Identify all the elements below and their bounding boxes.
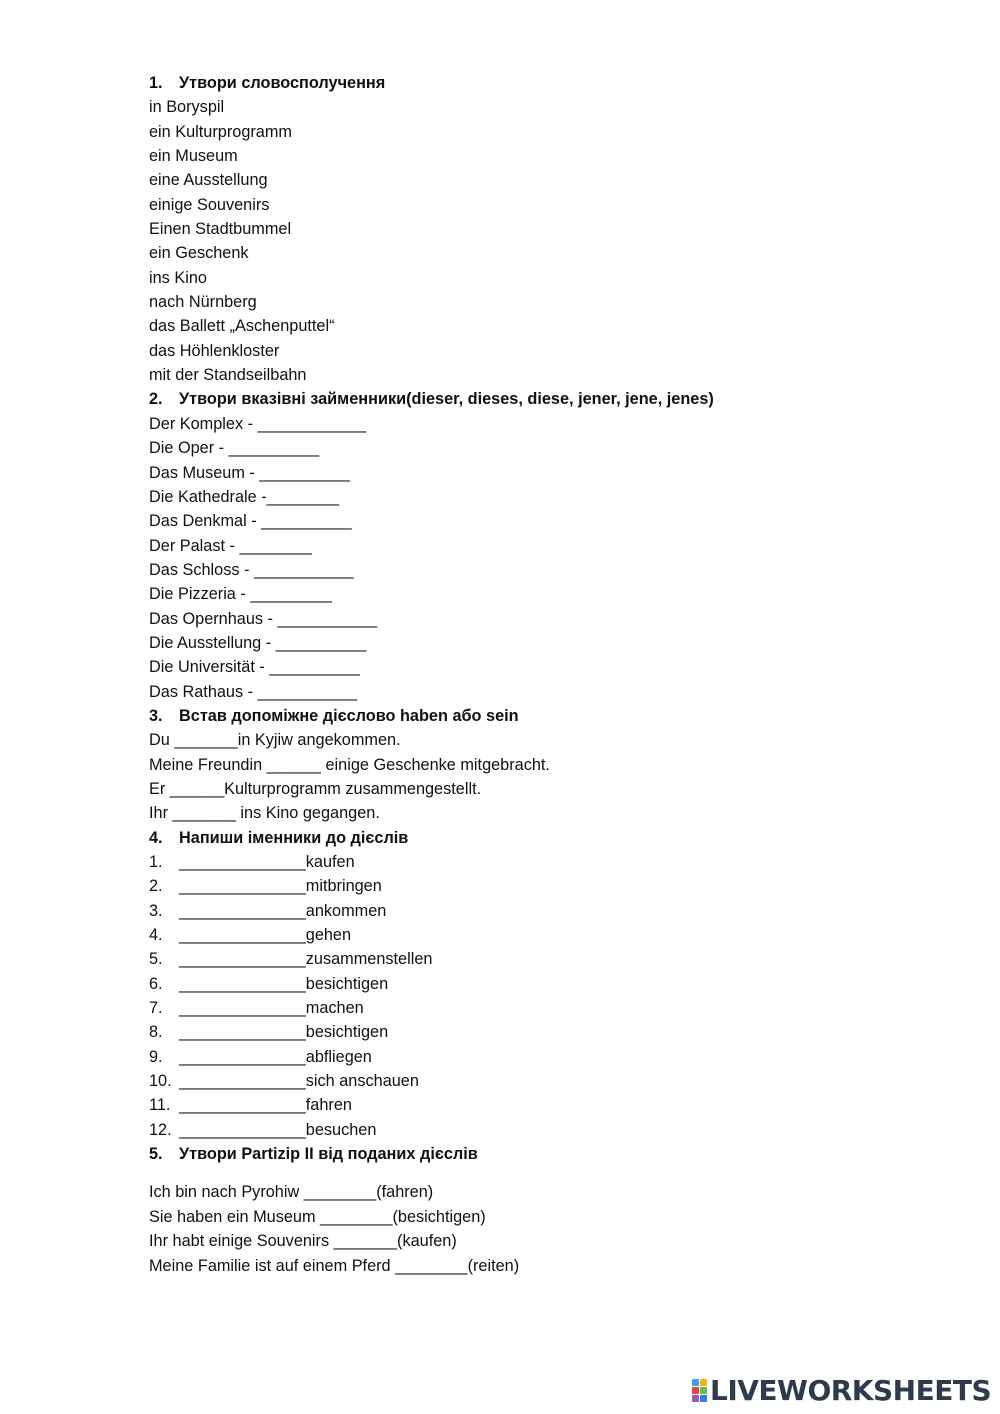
section-1-title: Утвори словосполучення <box>179 74 386 92</box>
logo-mark-icon <box>692 1379 707 1402</box>
fill-in-item[interactable]: Das Schloss - ___________ <box>149 560 354 579</box>
logo-square <box>700 1395 707 1402</box>
numbered-item[interactable] <box>149 1093 909 1117</box>
item-number: 3. <box>149 901 163 920</box>
fill-in-item[interactable]: Sie haben ein Museum ________(besichtigen) <box>149 1207 486 1226</box>
numbered-item[interactable] <box>149 1069 909 1093</box>
fill-in-item[interactable]: Die Kathedrale -________ <box>149 487 340 506</box>
numbered-item[interactable] <box>149 874 909 898</box>
item-text: ______________zusammenstellen <box>179 950 433 969</box>
item-text: ______________besichtigen <box>179 974 389 993</box>
section-1-heading <box>149 71 909 95</box>
list-item: ins Kino <box>149 268 207 287</box>
item-number: 8. <box>149 1023 163 1042</box>
logo-square <box>692 1387 699 1394</box>
section-5-number: 5. <box>149 1145 163 1164</box>
numbered-item[interactable] <box>149 1020 909 1044</box>
section-5-title: Утвори Partizip II від поданих дієслів <box>179 1145 478 1164</box>
fill-in-item[interactable]: Der Komplex - ____________ <box>149 414 367 433</box>
section-3-number: 3. <box>149 706 163 725</box>
numbered-item[interactable] <box>149 996 909 1020</box>
fill-in-item[interactable]: Ihr _______ ins Kino gegangen. <box>149 804 380 823</box>
fill-in-item[interactable]: Ihr habt einige Souvenirs _______(kaufen) <box>149 1232 457 1251</box>
item-text: ______________besuchen <box>179 1120 377 1139</box>
list-item: ein Museum <box>149 147 238 166</box>
item-text: ______________kaufen <box>179 853 355 871</box>
section-1-number: 1. <box>149 74 163 92</box>
fill-in-item[interactable]: Das Museum - __________ <box>149 463 350 482</box>
logo-text: LIVEWORKSHEETS <box>710 1373 992 1407</box>
list-item: ein Geschenk <box>149 244 249 263</box>
item-number: 5. <box>149 950 163 969</box>
item-number: 9. <box>149 1047 163 1066</box>
fill-in-item[interactable]: Die Pizzeria - _________ <box>149 585 332 604</box>
list-item: das Höhlenkloster <box>149 341 280 360</box>
fill-in-item[interactable]: Die Ausstellung - __________ <box>149 633 367 652</box>
fill-in-item[interactable]: Das Denkmal - __________ <box>149 512 352 531</box>
logo-square <box>692 1379 699 1386</box>
fill-in-item[interactable]: Du _______in Kyjiw angekommen. <box>149 731 401 750</box>
list-item: in Boryspil <box>149 98 225 117</box>
liveworksheets-logo[interactable] <box>692 1374 991 1406</box>
item-text: ______________sich anschauen <box>179 1072 419 1091</box>
section-2-heading <box>149 387 909 411</box>
item-text: ______________ankommen <box>179 901 387 920</box>
section-2-number: 2. <box>149 390 163 409</box>
fill-in-item[interactable]: Ich bin nach Pyrohiw ________(fahren) <box>149 1183 434 1202</box>
numbered-item[interactable] <box>149 1045 909 1069</box>
item-text: ______________mitbringen <box>179 877 382 896</box>
list-item: das Ballett „Aschenputtel“ <box>149 317 335 336</box>
numbered-item[interactable] <box>149 947 909 971</box>
section-2-title: Утвори вказівні займенники(dieser, dieses, diese, jener, jene, jenes) <box>179 390 714 409</box>
item-number: 12. <box>149 1120 172 1139</box>
fill-in-item[interactable]: Meine Familie ist auf einem Pferd ________(reiten) <box>149 1256 520 1275</box>
spacer <box>149 1166 909 1180</box>
fill-in-item[interactable]: Der Palast - ________ <box>149 536 312 555</box>
fill-in-item[interactable]: Die Oper - __________ <box>149 439 320 458</box>
item-number: 4. <box>149 926 163 945</box>
item-number: 6. <box>149 974 163 993</box>
item-text: ______________gehen <box>179 926 352 945</box>
item-text: ______________besichtigen <box>179 1023 389 1042</box>
list-item: eine Ausstellung <box>149 171 268 190</box>
item-number: 10. <box>149 1072 172 1091</box>
numbered-item[interactable] <box>149 850 909 874</box>
section-4-heading <box>149 826 909 850</box>
item-number: 1. <box>149 853 163 871</box>
list-item: ein Kulturprogramm <box>149 122 292 141</box>
fill-in-item[interactable]: Die Universität - __________ <box>149 658 360 677</box>
fill-in-item[interactable]: Das Rathaus - ___________ <box>149 682 358 701</box>
numbered-item[interactable] <box>149 899 909 923</box>
list-item: einige Souvenirs <box>149 195 270 214</box>
logo-square <box>700 1387 707 1394</box>
item-text: ______________fahren <box>179 1096 352 1115</box>
item-text: ______________abfliegen <box>179 1047 372 1066</box>
item-text: ______________machen <box>179 999 364 1018</box>
section-4-number: 4. <box>149 828 163 847</box>
numbered-item[interactable] <box>149 1118 909 1142</box>
fill-in-item[interactable]: Meine Freundin ______ einige Geschenke mitgebracht. <box>149 755 550 774</box>
item-number: 11. <box>149 1096 171 1115</box>
item-number: 2. <box>149 877 163 896</box>
logo-square <box>700 1379 707 1386</box>
list-item: nach Nürnberg <box>149 293 257 312</box>
numbered-item[interactable] <box>149 972 909 996</box>
section-3-heading <box>149 704 909 728</box>
fill-in-item[interactable]: Das Opernhaus - ___________ <box>149 609 378 628</box>
worksheet-page <box>149 71 909 1278</box>
fill-in-item[interactable]: Er ______Kulturprogramm zusammengestellt. <box>149 779 482 798</box>
list-item: Einen Stadtbummel <box>149 220 292 239</box>
section-3-title: Встав допоміжне дієслово haben або sein <box>179 706 519 725</box>
list-item: mit der Standseilbahn <box>149 366 307 385</box>
logo-square <box>692 1395 699 1402</box>
item-number: 7. <box>149 999 163 1018</box>
section-5-heading <box>149 1142 909 1166</box>
numbered-item[interactable] <box>149 923 909 947</box>
section-4-title: Напиши іменники до дієслів <box>179 828 409 847</box>
